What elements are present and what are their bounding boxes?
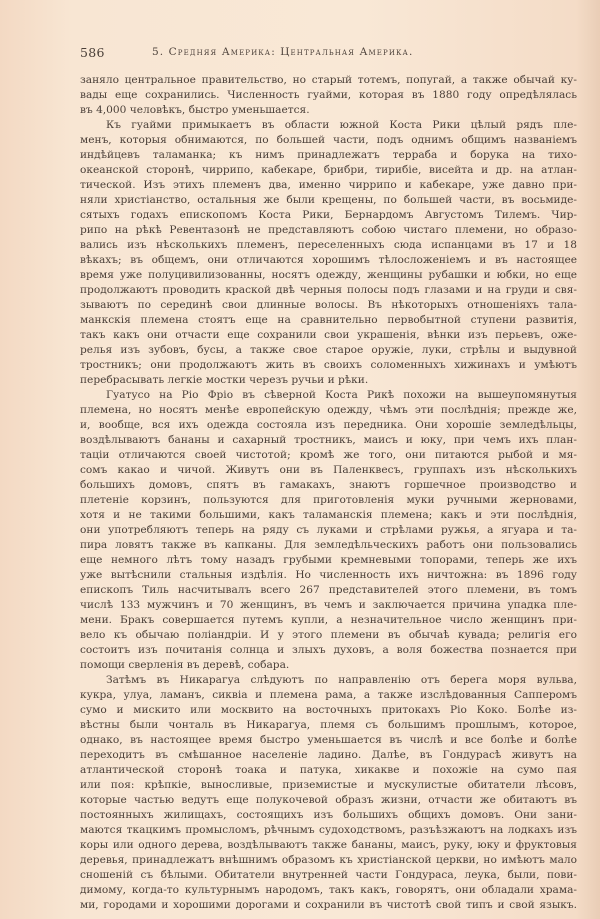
text-line: сношеній съ бѣлыми. Обитатели внутренней части Гондураса, леука, были, пови- xyxy=(80,869,577,881)
text-line: числѣ 133 мужчинъ и 70 женщинъ, въ чемъ и заключается причина упадка пле- xyxy=(80,599,577,611)
text-line: тической. Изъ этихъ племенъ два, именно чиррипо и кабекаре, уже давно при- xyxy=(80,179,577,191)
text-line: сумо и мискито или москвито на восточныхъ притокахъ Ріо Коко. Болѣе из- xyxy=(80,704,577,716)
text-line: коры или одного дерева, воздѣлываютъ также бананы, маисъ, руку, юку и фруктовыя xyxy=(80,839,577,851)
text-line: вело къ обычаю поліандріи. И у этого племени въ обычаѣ кувада; религія его xyxy=(80,629,577,641)
text-line: зываютъ по серединѣ свои длинные волосы. Въ нѣкоторыхъ отношеніяхъ тала- xyxy=(80,299,577,311)
text-line: и, вообще, вся ихъ одежда состояла изъ передника. Они хорошіе земледѣльцы, xyxy=(80,419,577,431)
text-line: пира ловятъ также въ капканы. Для земледѣльческихъ работъ они пользовались xyxy=(80,539,577,551)
text-line: воздѣлываютъ бананы и сахарный тростникъ, маисъ и юку, при чемъ ихъ план- xyxy=(80,434,577,446)
text-line: хотя и не такими большими, какъ таламанскія племена; какъ и эти послѣднія, xyxy=(80,509,577,521)
text-line: уже вытѣснили стальныя издѣлія. Но численность ихъ ничтожна: въ 1896 году xyxy=(80,569,577,581)
text-line: постоянныхъ жилищахъ, состоящихъ изъ большихъ общихъ домовъ. Они зани- xyxy=(80,809,577,821)
paragraph-4 xyxy=(80,673,577,913)
text-line: манкскія племена стоятъ еще на сравнительно первобытной ступени развитія, xyxy=(80,314,577,326)
paragraph-3 xyxy=(80,388,577,673)
text-line: которые частью ведутъ еще полукочевой образъ жизни, отчасти же обитаютъ въ xyxy=(80,794,577,806)
text-line: Гуатусо на Ріо Фріо въ сѣверной Коста Рикѣ похожи на вышеупомянутыя xyxy=(106,389,577,401)
page-number: 586 xyxy=(80,45,105,60)
text-line: менъ, которыя обнимаются, по большей части, подъ однимъ общимъ названіемъ xyxy=(80,134,577,146)
text-line: плетеніе корзинъ, пользуются для приготовленія муки ручными жерновами, xyxy=(80,494,577,506)
text-line: однако, въ настоящее время быстро уменьшается въ числѣ и все болѣе и болѣе xyxy=(80,734,577,746)
text-line: индѣйцевъ таламанка; къ нимъ принадлежатъ терраба и борука на тихо- xyxy=(80,149,577,161)
text-line: вѣкахъ; въ общемъ, они отличаются хорошимъ тѣлосложеніемъ и въ настоящее xyxy=(80,254,577,266)
text-line: сятыхъ годахъ епископомъ Коста Рики, Бернардомъ Августомъ Тилемъ. Чир- xyxy=(80,209,577,221)
text-line: димому, когда-то культурнымъ народомъ, такъ какъ, говорятъ, они обладали храма- xyxy=(80,884,577,896)
text-line: помощи сверленія въ деревѣ, собара. xyxy=(80,659,290,671)
text-line: деревья, принадлежатъ внѣшнимъ образомъ къ христіанской церкви, но имѣютъ мало xyxy=(80,854,577,866)
text-line: маются ткацкимъ промысломъ, рѣчнымъ судоходствомъ, разъѣзжаютъ на лодкахъ изъ xyxy=(80,824,577,836)
text-line: няли христіанство, остальныя же были крещены, по большей части, въ восьмиде- xyxy=(80,194,577,206)
text-line: ми, городами и хорошими дорогами и сохранили въ чистотѣ свой типъ и свой языкъ. xyxy=(80,899,577,911)
text-line: въ 4,000 человѣкъ, быстро уменьшается. xyxy=(80,104,310,116)
text-line: заняло центральное правительство, но старый тотемъ, попугай, а также обычай ку- xyxy=(80,74,577,86)
text-line: такъ какъ они отчасти еще сохранили свои украшенія, вѣнки изъ перьевъ, оже- xyxy=(80,329,577,341)
text-line: тростникъ; они продолжаютъ жить въ своихъ соломенныхъ хижинахъ и умѣютъ xyxy=(80,359,577,371)
paragraph-2 xyxy=(80,118,577,388)
text-line: Затѣмъ въ Никарагуа слѣдуютъ по направленію отъ берега моря вульва, xyxy=(106,674,577,686)
text-line: вались изъ нѣсколькихъ племенъ, переселенныхъ сюда испанцами въ 17 и 18 xyxy=(80,239,577,251)
body-text xyxy=(80,73,577,913)
text-line: переходитъ въ смѣшанное населеніе ладино. Далѣе, въ Гондурасѣ живутъ на xyxy=(80,749,577,761)
text-line: состоитъ изъ почитанія солнца и злыхъ духовъ, а воля божества познается при xyxy=(80,644,577,656)
text-line: рипо на рѣкѣ Ревентазонѣ не представляютъ собою чистаго племени, но образо- xyxy=(80,224,577,236)
text-line: время уже полуцивилизованны, носятъ одежду, женщины рубашки и юбки, но еще xyxy=(80,269,577,281)
text-line: релья изъ зубовъ, бусы, а также свое старое оружіе, луки, стрѣлы и выдувной xyxy=(80,344,577,356)
text-line: Къ гуайми примыкаетъ въ области южной Коста Рики цѣлый рядъ пле- xyxy=(106,119,577,131)
text-line: или поя: крѣпкіе, выносливые, приземистые и мускулистые обитатели лѣсовъ, xyxy=(80,779,577,791)
text-line: они употребляютъ теперь на ряду съ луками и стрѣлами ружья, а ягуара и та- xyxy=(80,524,577,536)
paragraph-1 xyxy=(80,73,577,118)
text-line: племена, но носятъ менѣе европейскую одежду, чѣмъ эти послѣднія; прежде же, xyxy=(80,404,577,416)
text-line: атлантической сторонѣ тоака и патука, хикакве и похожіе на сумо пая xyxy=(80,764,577,776)
text-line: епископъ Тиль насчитывалъ всего 267 представителей этого племени, въ томъ xyxy=(80,584,577,596)
text-line: еще немного лѣтъ тому назадъ грубыми кремневыми топорами, теперь же ихъ xyxy=(80,554,577,566)
text-line: большихъ домовъ, спятъ въ гамакахъ, знаютъ горшечное производство и xyxy=(80,479,577,491)
text-line: кукра, улуа, ламанъ, сиквіа и племена рама, а также изслѣдованныя Сапперомъ xyxy=(80,689,577,701)
text-line: перебрасывать легкіе мостки черезъ ручьи и рѣки. xyxy=(80,374,369,386)
text-line: вѣстны были чонталь въ Никарагуа, племя съ большимъ прошлымъ, которое, xyxy=(80,719,577,731)
text-line: сомъ какао и чичой. Живутъ они въ Паленквесъ, группахъ изъ нѣсколькихъ xyxy=(80,464,577,476)
text-line: продолжаютъ проводить краской двѣ черныя полосы подъ глазами и на груди и свя- xyxy=(80,284,577,296)
text-line: таціи отличаются своей чистотой; кромѣ же того, они питаются рыбой и мя- xyxy=(80,449,577,461)
text-line: океанской сторонѣ, чиррипо, кабекаре, брибри, тирибіе, висейта и др. на атлан- xyxy=(80,164,577,176)
page-header xyxy=(80,45,580,61)
running-head: 5. Средняя Америка: Центральная Америка. xyxy=(152,46,414,58)
text-line: вады еще сохранились. Численность гуайми, которая въ 1880 году опредѣлялась xyxy=(80,89,577,101)
text-line: мени. Бракъ совершается путемъ купли, а незначительное число женщинъ при- xyxy=(80,614,577,626)
